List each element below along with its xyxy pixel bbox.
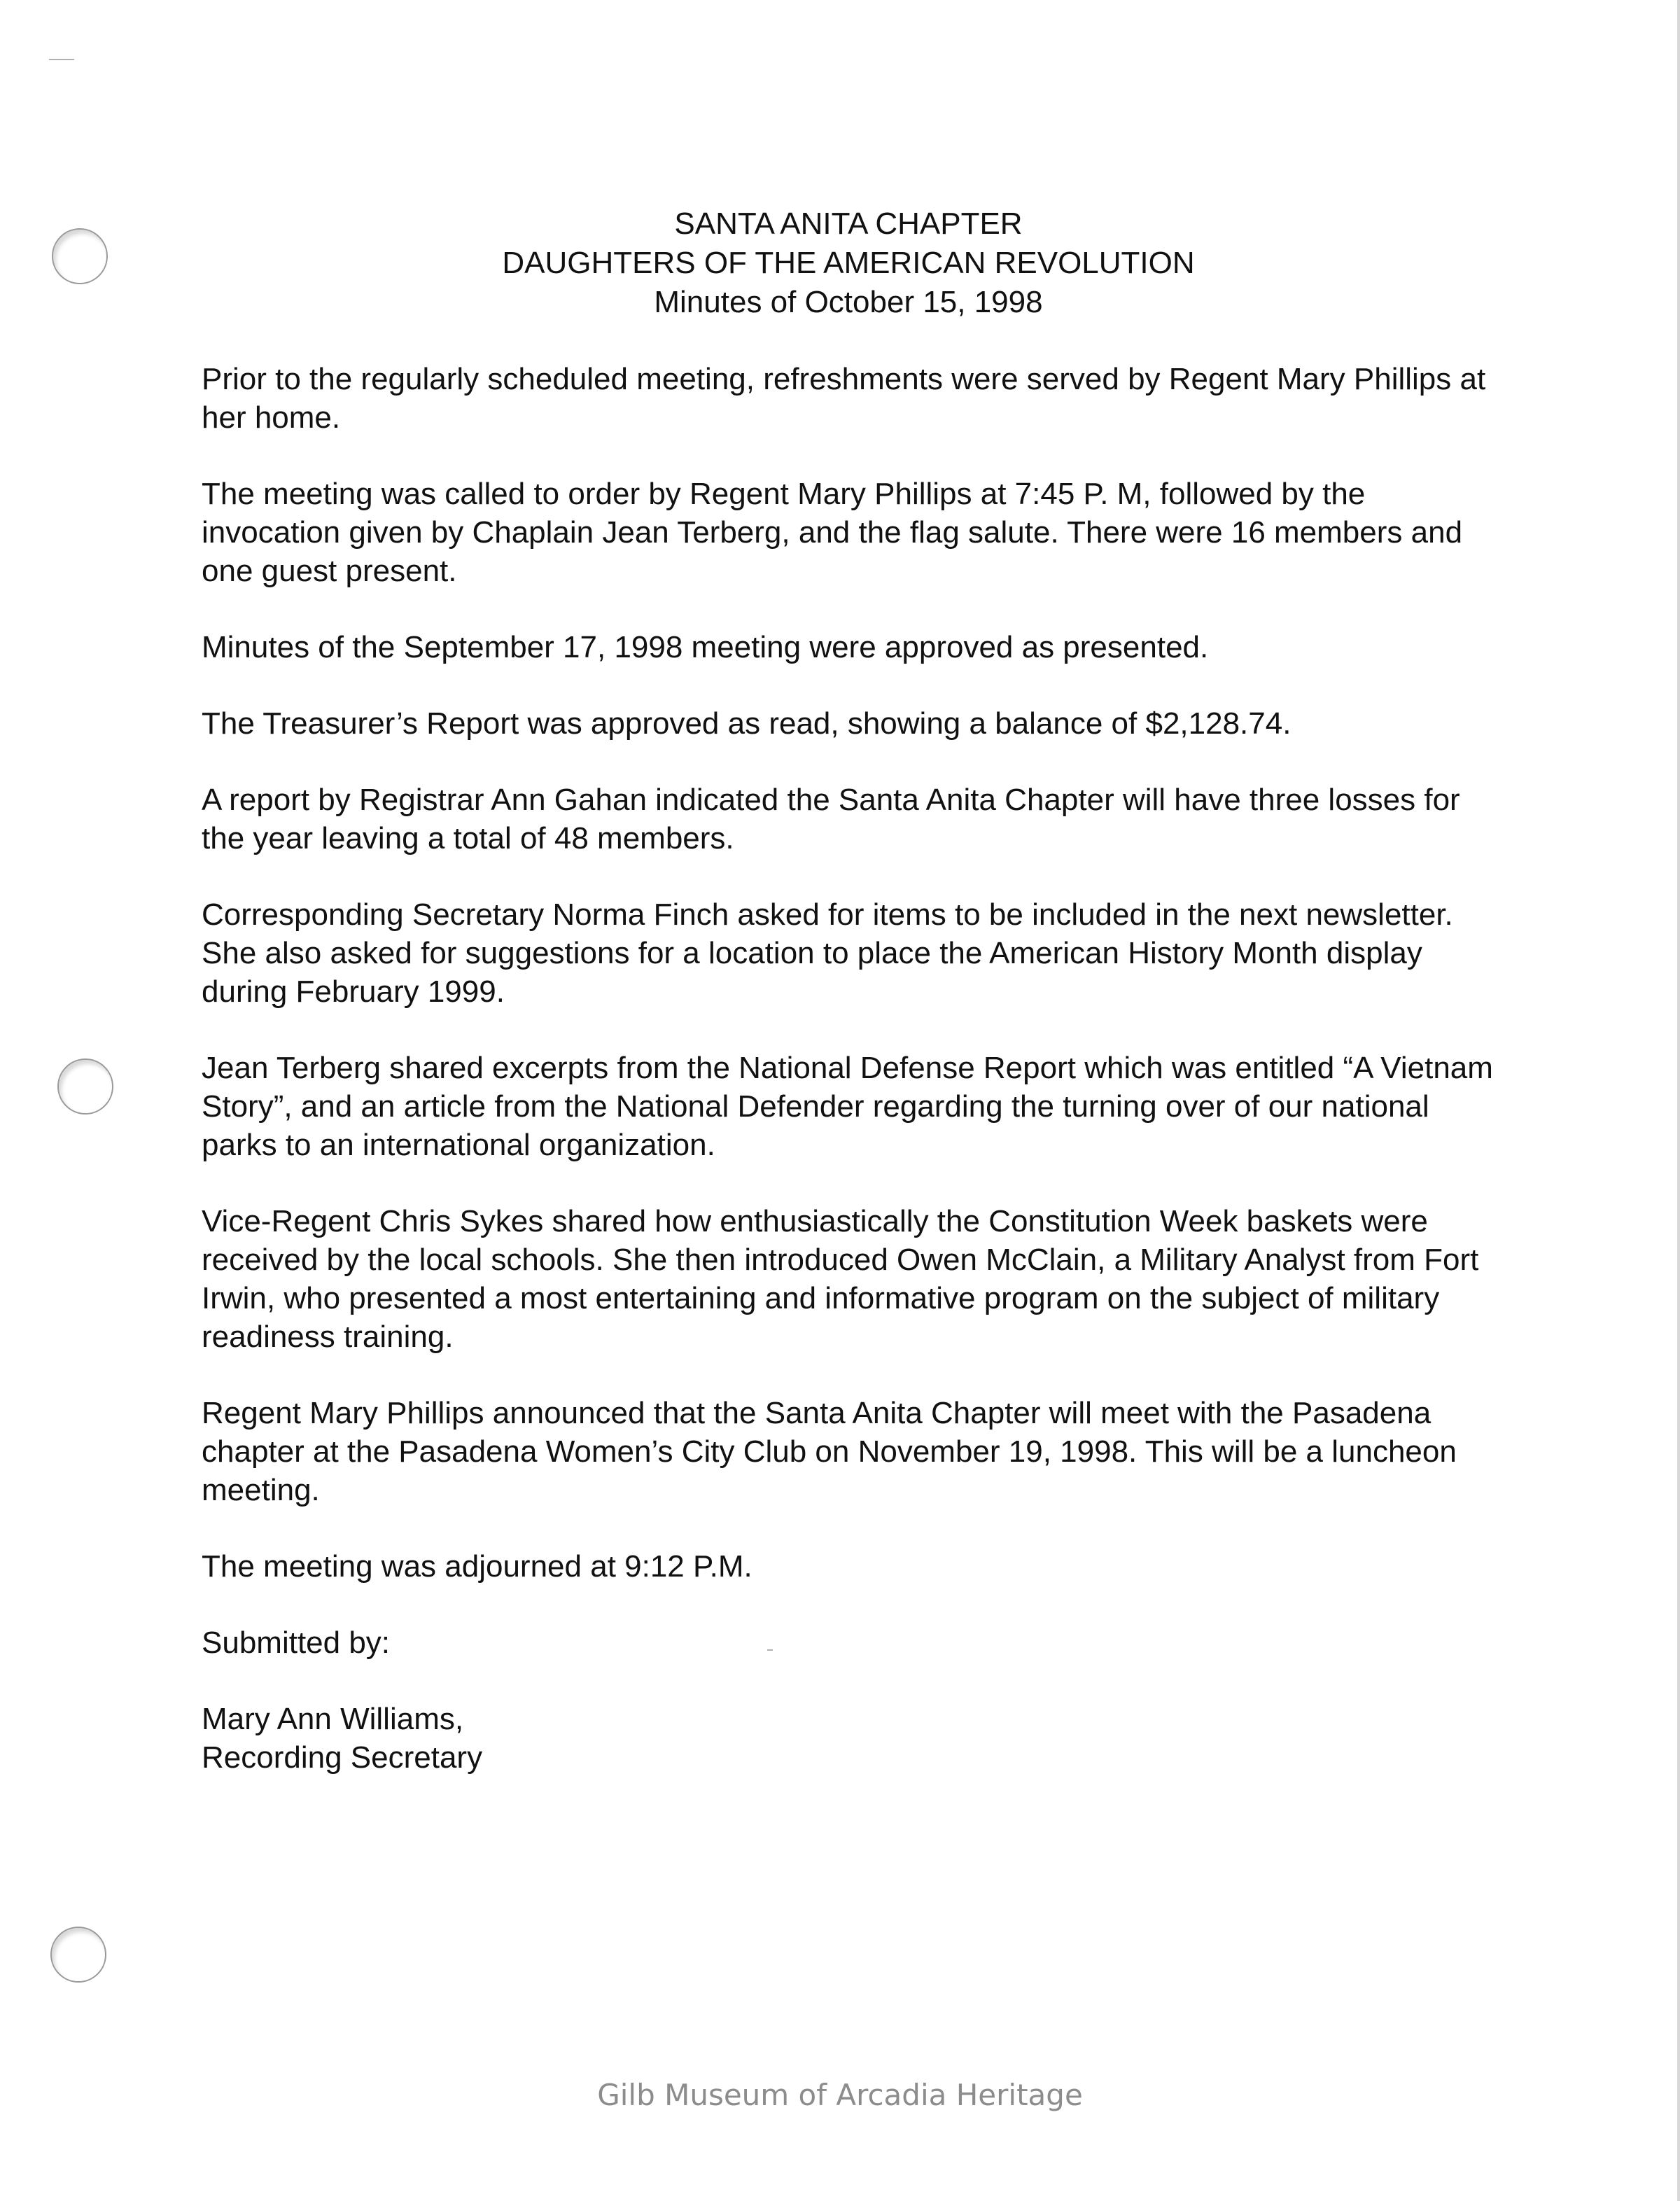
signer-title: Recording Secretary: [202, 1740, 483, 1775]
paragraph-treasurer-report: The Treasurer’s Report was approved as read, showing a balance of $2,128.74.: [202, 706, 1292, 741]
minutes-date: Minutes of October 15, 1998: [654, 285, 1043, 319]
punch-hole-bottom: [50, 1927, 106, 1983]
signature-block: [202, 1700, 1504, 1777]
paragraph-adjournment: The meeting was adjourned at 9:12 P.M.: [202, 1549, 752, 1584]
signer-name: Mary Ann Williams,: [202, 1702, 464, 1736]
paragraph-national-defense: Jean Terberg shared excerpts from the National Defense Report which was entitled “A Vietnam Story”, and an article from the National Defender regarding the turning over of our national parks to an international organization.: [202, 1051, 1493, 1162]
paragraph-announcement: Regent Mary Phillips announced that the Santa Anita Chapter will meet with the Pasadena chapter at the Pasadena Women’s City Club on November 19, 1998. This will be a luncheon meeting.: [202, 1396, 1457, 1507]
paragraph-call-to-order: The meeting was called to order by Regent Mary Phillips at 7:45 P. M, followed by the invocation given by Chaplain Jean Terberg, and the flag salute. There were 16 members and one guest present.: [202, 477, 1463, 588]
paragraph-program: Vice-Regent Chris Sykes shared how enthusiastically the Constitution Week baskets were received by the local schools. She then introduced Owen McClain, a Military Analyst from Fort Irwin, who presented a most entertaining and informative program on the subject of military readiness training.: [202, 1204, 1479, 1354]
paragraph-minutes-approval: Minutes of the September 17, 1998 meeting were approved as presented.: [202, 630, 1209, 664]
minutes-body: [202, 360, 1504, 1777]
paragraph-registrar-report: A report by Registrar Ann Gahan indicated the Santa Anita Chapter will have three losses for the year leaving a total of 48 members.: [202, 783, 1460, 855]
scan-speck: [49, 59, 74, 60]
chapter-title: SANTA ANITA CHAPTER: [674, 207, 1023, 241]
punch-hole-middle: [57, 1058, 113, 1115]
paragraph-corresponding-secretary: Corresponding Secretary Norma Finch asked for items to be included in the next newsletter. She also asked for suggestions for a location to place the American History Month display during February 1999.: [202, 897, 1453, 1009]
page-edge: [1677, 0, 1680, 2201]
museum-watermark: Gilb Museum of Arcadia Heritage: [597, 2078, 1083, 2112]
document-header: [0, 204, 1680, 322]
paragraph-refreshments: Prior to the regularly scheduled meeting, refreshments were served by Regent Mary Phillips at her home.: [202, 362, 1486, 435]
submitted-by-label: Submitted by:: [202, 1626, 391, 1660]
organization-title: DAUGHTERS OF THE AMERICAN REVOLUTION: [502, 246, 1195, 280]
